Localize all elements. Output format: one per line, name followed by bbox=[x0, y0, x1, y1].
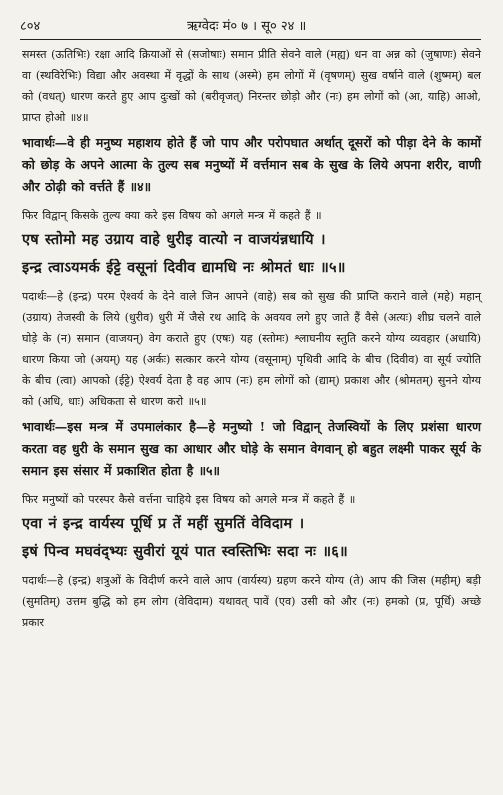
page-body bbox=[22, 44, 481, 633]
running-title: ऋग्वेदः मं० ७ । सू० २४ ॥ bbox=[186, 19, 307, 34]
mantra-line: इषं पिन्व मघवंद्भ्यः सुवीरां यूयं पात स्वस्तिभिः सदा नः ॥६॥ bbox=[22, 543, 348, 560]
bhavartha-paragraph: भावार्थः—वे ही मनुष्य महाशय होते हैं जो पाप और परोपघात अर्थात् दूसरों को पीड़ा देने के कामों को छोड़ के अपने आत्मा के तुल्य सब मनुष्यों में वर्त्तमान सब के सुख के लिये अपना शरीर, वाणी और ठोढ़ी को वर्त्तते हैं ॥४॥ bbox=[22, 135, 481, 194]
padartha-paragraph: समस्त (ऊतिभिः) रक्षा आदि क्रियाओं से (सजोषाः) समान प्रीति सेवने वाले (मह्य) धन वा अन्न को (जुषाणः) सेवने वा (स्थविरेभिः) विद्या और अवस्था में वृद्धों के साथ (अस्मे) हम लोगों में (वृषणम्) सुख वर्षाने वाले (शुष्मम्) बल को (वधत्) धारण करते हुए आप दुःखों को (बरीवृजत्) निरन्तर छोड़ो और (नः) हम लोगों को (आ, याहि) आओ, प्राप्त होओ ॥४॥ bbox=[22, 48, 481, 124]
padartha-paragraph: पदार्थः—हे (इन्द्र) परम ऐश्वर्य के देने वाले जिन आपने (वाहे) सब को सुख की प्राप्ति कराने वाले (महे) महान् (उग्राय) तेजस्वी के लिये (धुरीव) धुरी में जैसे रथ आदि के अवयव लगे हुए जाते हैं वैसे (अत्यः) शीघ्र चलने वाले घोड़े के (न) समान (वाजयन्) वेग कराते हुए (एषः) यह (स्तोमः) श्लाघनीय स्तुति करने योग्य व्यवहार (अधायि) धारण किया जो (अयम्) यह (अर्कः) सत्कार करने योग्य (वसूनाम्) पृथिवी आदि के बीच (दिवीव) वा सूर्य ज्योति के बीच (त्वा) आपको (ईट्टे) ऐश्वर्य देता है वह आप (नः) हम लोगों को (द्याम्) प्रकाश और (श्रोमतम्) सुनने योग्य को (अधि, धाः) अधिकता से धारण करो ॥५॥ bbox=[22, 290, 481, 408]
mantra-line: एवा नं इन्द्र वार्यस्य पूर्धि प्र तें महीं सुमतिं वेविदाम । bbox=[22, 515, 305, 532]
page-header bbox=[20, 14, 483, 36]
bhavartha-paragraph: भावार्थः—इस मन्त्र में उपमालंकार है—हे मनुष्यो ! जो विद्वान् तेजस्वियों के लिए प्रशंसा धारण करता वह धुरी के समान सुख का आधार और घोड़े के समान वेगवान् हो बहुत लक्ष्मी पाकर सूर्य के समान इस संसार में प्रकाशित होता है ॥५॥ bbox=[22, 419, 481, 478]
mantra-intro: फिर मनुष्यों को परस्पर कैसे वर्त्तना चाहिये इस विषय को अगले मन्त्र में कहते हैं ॥ bbox=[22, 493, 356, 506]
header-rule bbox=[20, 39, 481, 40]
mantra-line: इन्द्र त्वाऽयमर्क ईट्टे वसूनां दिवीव द्यामधि नः श्रोमतं धाः ॥५॥ bbox=[22, 259, 346, 276]
page-number: ८०४ bbox=[20, 19, 41, 34]
mantra-intro: फिर विद्वान् किसके तुल्य क्या करे इस विषय को अगले मन्त्र में कहते हैं ॥ bbox=[22, 209, 322, 222]
padartha-paragraph: पदार्थः—हे (इन्द्र) शत्रुओं के विदीर्ण करने वाले आप (वार्यस्य) ग्रहण करने योग्य (ते) आप की जिस (महीम्) बड़ी (सुमतिम्) उत्तम बुद्धि को हम लोग (वेविदाम) यथावत् पावें (एव) उसी को और (नः) हमको (प्र, पूर्धि) अच्छे प्रकार bbox=[22, 574, 481, 629]
mantra-line: एष स्तोमो मह उग्राय वाहे धुरीइ वात्यो न वाजयंन्नधायि । bbox=[22, 231, 326, 248]
